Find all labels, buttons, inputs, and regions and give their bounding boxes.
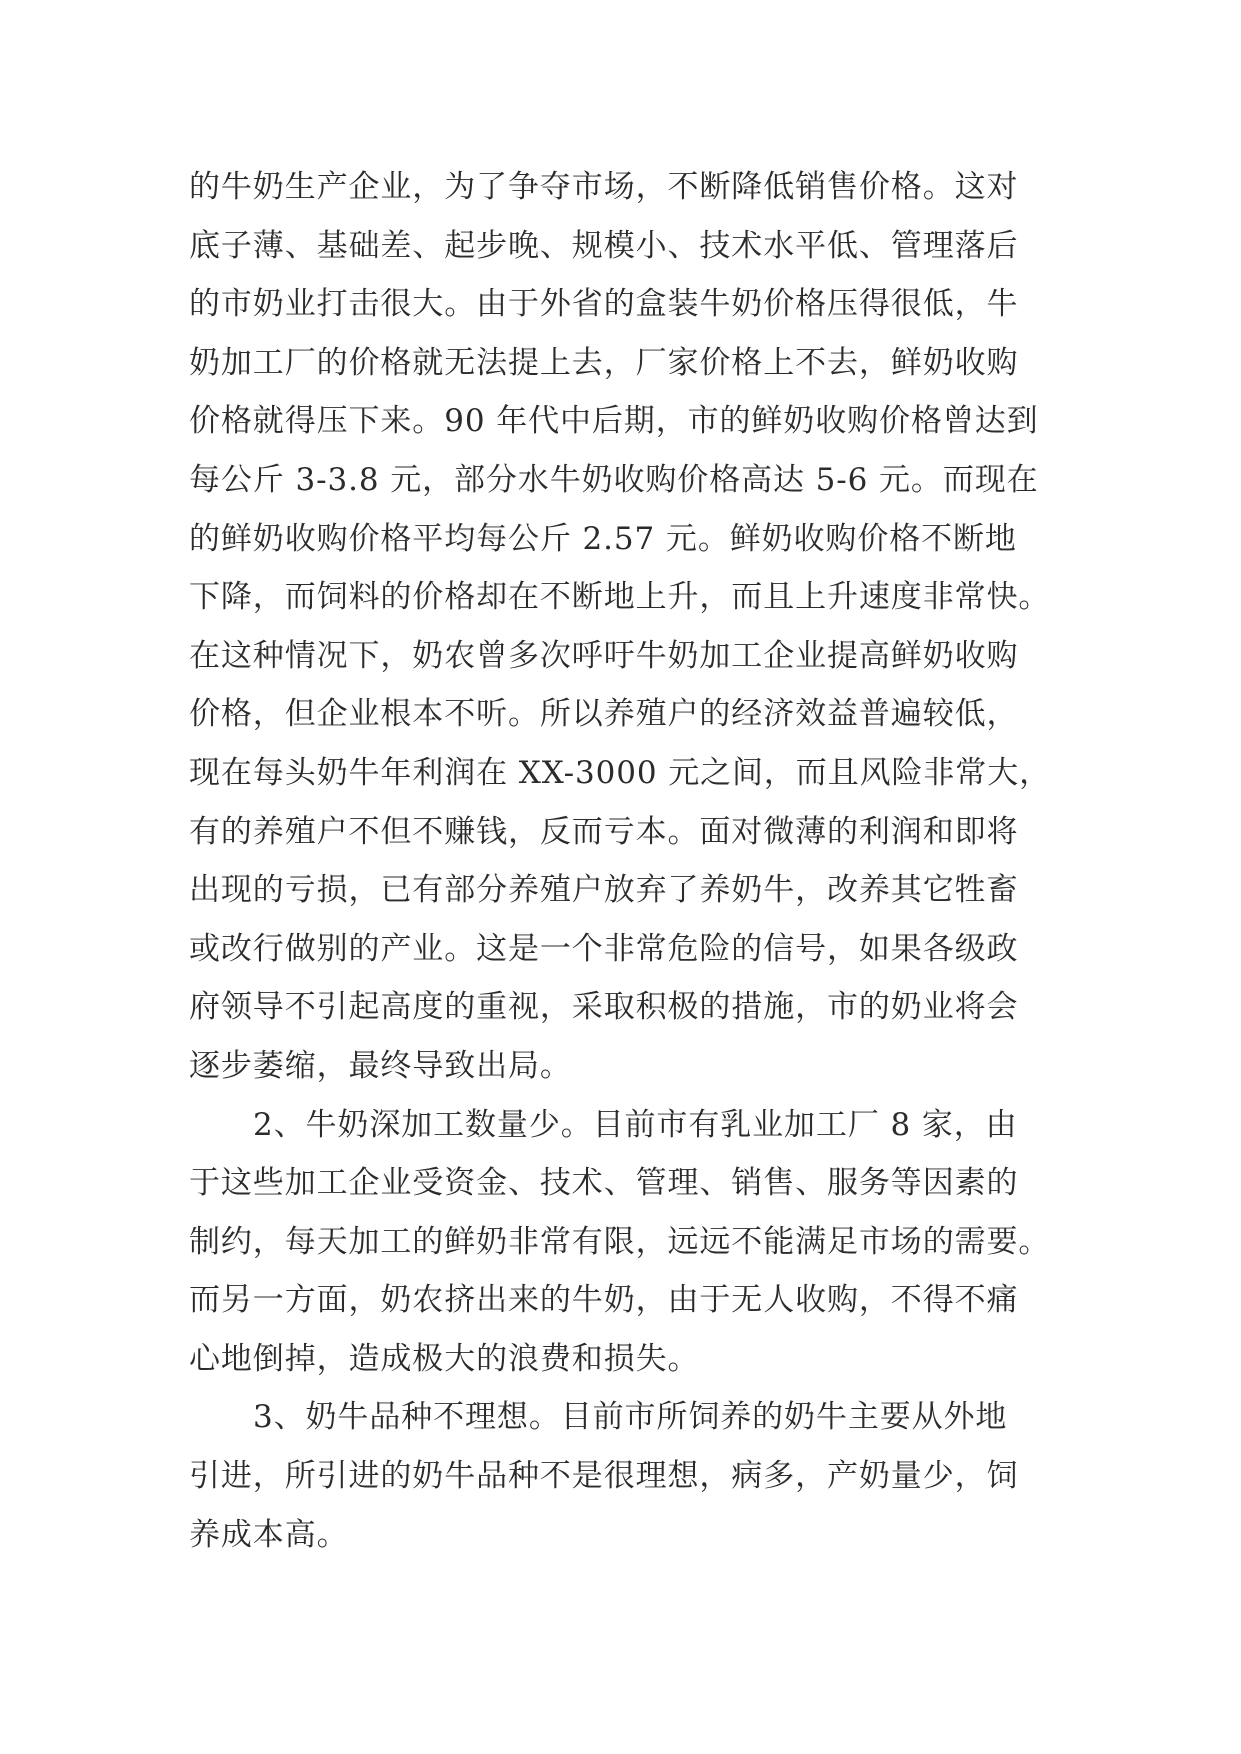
paragraph-2-start: 2、牛奶深加工数量少。目前市有乳业加工厂 8 家，由 bbox=[253, 1106, 1018, 1143]
text-line: 出现的亏损，已有部分养殖户放弃了养奶牛，改养其它牲畜 bbox=[189, 872, 1019, 909]
text-line: 的牛奶生产企业，为了争夺市场，不断降低销售价格。这对 bbox=[189, 169, 1019, 205]
text-line: 心地倒掉，造成极大的浪费和损失。 bbox=[189, 1340, 700, 1377]
text-line: 下降，而饲料的价格却在不断地上升，而且上升速度非常快。 bbox=[189, 579, 1051, 616]
text-line: 的鲜奶收购价格平均每公斤 2.57 元。鲜奶收购价格不断地 bbox=[189, 520, 1017, 557]
text-line: 养成本高。 bbox=[189, 1516, 349, 1553]
text-line: 的市奶业打击很大。由于外省的盒装牛奶价格压得很低，牛 bbox=[189, 286, 1019, 323]
text-line: 价格，但企业根本不听。所以养殖户的经济效益普遍较低， bbox=[189, 696, 1019, 733]
text-line: 制约，每天加工的鲜奶非常有限，远远不能满足市场的需要。 bbox=[189, 1223, 1051, 1260]
text-line: 逐步萎缩，最终导致出局。 bbox=[189, 1047, 572, 1084]
text-line: 每公斤 3-3.8 元，部分水牛奶收购价格高达 5-6 元。而现在 bbox=[189, 461, 1039, 498]
text-line: 引进，所引进的奶牛品种不是很理想，病多，产奶量少，饲 bbox=[189, 1458, 1019, 1495]
text-line: 于这些加工企业受资金、技术、管理、销售、服务等因素的 bbox=[189, 1165, 1019, 1202]
paragraph-3-start: 3、奶牛品种不理想。目前市所饲养的奶牛主要从外地 bbox=[253, 1399, 1008, 1436]
text-line: 现在每头奶牛年利润在 XX-3000 元之间，而且风险非常大， bbox=[189, 754, 1052, 791]
text-line: 或改行做别的产业。这是一个非常危险的信号，如果各级政 bbox=[189, 930, 1019, 967]
text-line: 奶加工厂的价格就无法提上去，厂家价格上不去，鲜奶收购 bbox=[189, 344, 1019, 381]
text-line: 价格就得压下来。90 年代中后期，市的鲜奶收购价格曾达到 bbox=[189, 403, 1039, 440]
text-line: 有的养殖户不但不赚钱，反而亏本。面对微薄的利润和即将 bbox=[189, 813, 1019, 850]
text-line: 在这种情况下，奶农曾多次呼吁牛奶加工企业提高鲜奶收购 bbox=[189, 637, 1019, 674]
text-line: 而另一方面，奶农挤出来的牛奶，由于无人收购，不得不痛 bbox=[189, 1282, 1019, 1319]
text-line: 府领导不引起高度的重视，采取积极的措施，市的奶业将会 bbox=[189, 989, 1019, 1026]
body-text bbox=[189, 158, 1069, 1564]
text-line: 底子薄、基础差、起步晚、规模小、技术水平低、管理落后 bbox=[189, 227, 1019, 264]
